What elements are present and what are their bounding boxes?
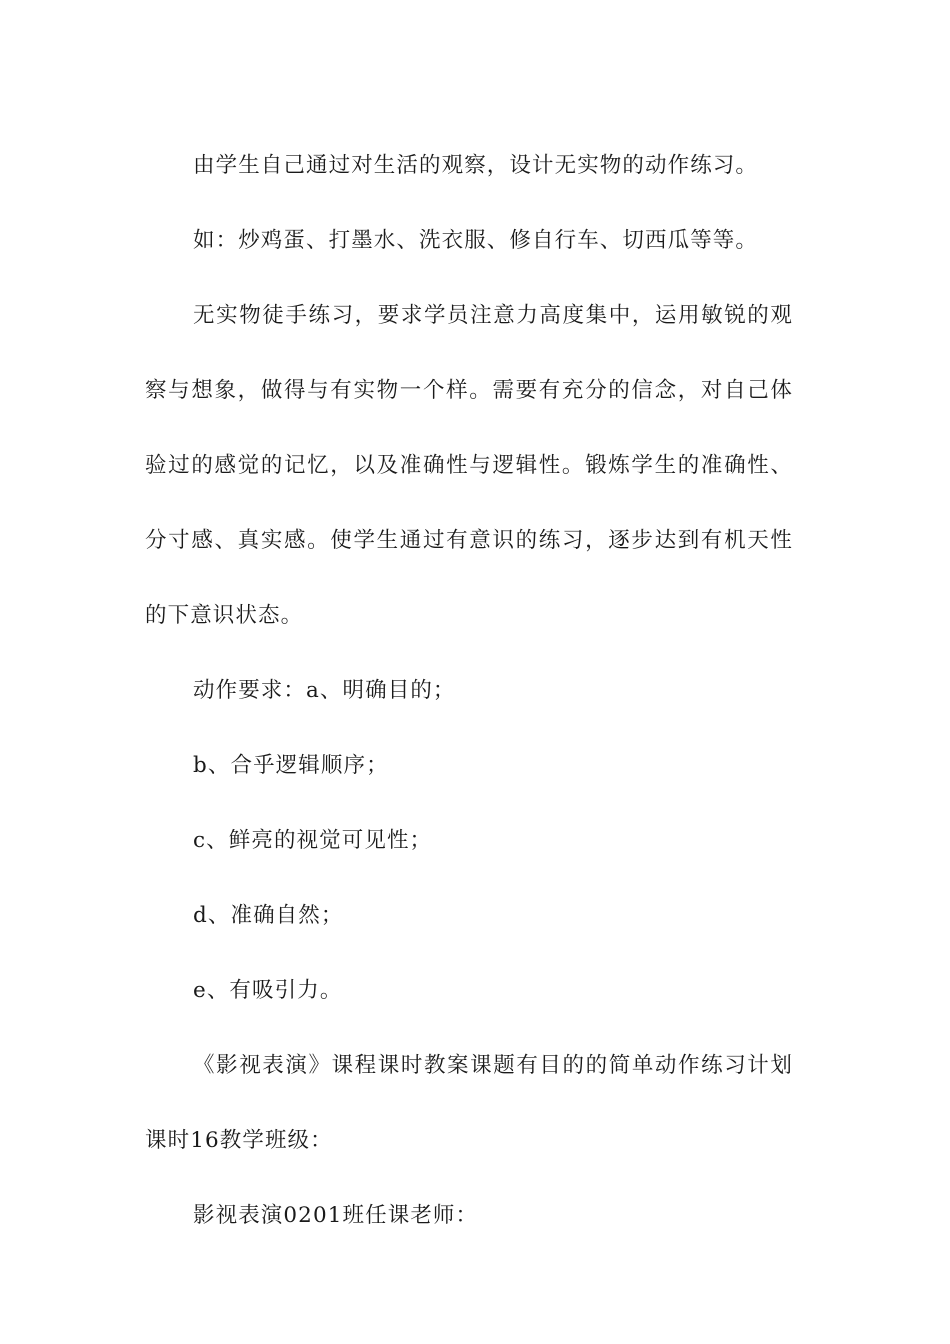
paragraph-mime-practice: 无实物徒手练习，要求学员注意力高度集中，运用敏锐的观察与想象，做得与有实物一个样。需要有充分的信念，对自己体验过的感觉的记忆，以及准确性与逻辑性。锻炼学生的准确性、分寸感、真实感。使学生通过有意识的练习，逐步达到有机天性的下意识状态。 [145,303,793,628]
paragraph-requirement-e: e、有吸引力。 [193,978,343,1003]
paragraph-course-plan: 《影视表演》课程课时教案课题有目的的简单动作练习计划课时16教学班级： [145,1053,793,1153]
paragraph-requirement-c: c、鲜亮的视觉可见性； [193,828,433,853]
document-body [145,128,793,1253]
paragraph-requirement-b: b、合乎逻辑顺序； [193,753,389,778]
paragraph-examples: 如：炒鸡蛋、打墨水、洗衣服、修自行车、切西瓜等等。 [193,228,759,253]
paragraph-class-teacher: 影视表演0201班任课老师： [193,1203,479,1228]
paragraph-requirement-d: d、准确自然； [193,903,344,928]
paragraph-observation-exercise: 由学生自己通过对生活的观察，设计无实物的动作练习。 [193,153,759,178]
paragraph-requirement-a: 动作要求：a、明确目的； [193,678,456,703]
